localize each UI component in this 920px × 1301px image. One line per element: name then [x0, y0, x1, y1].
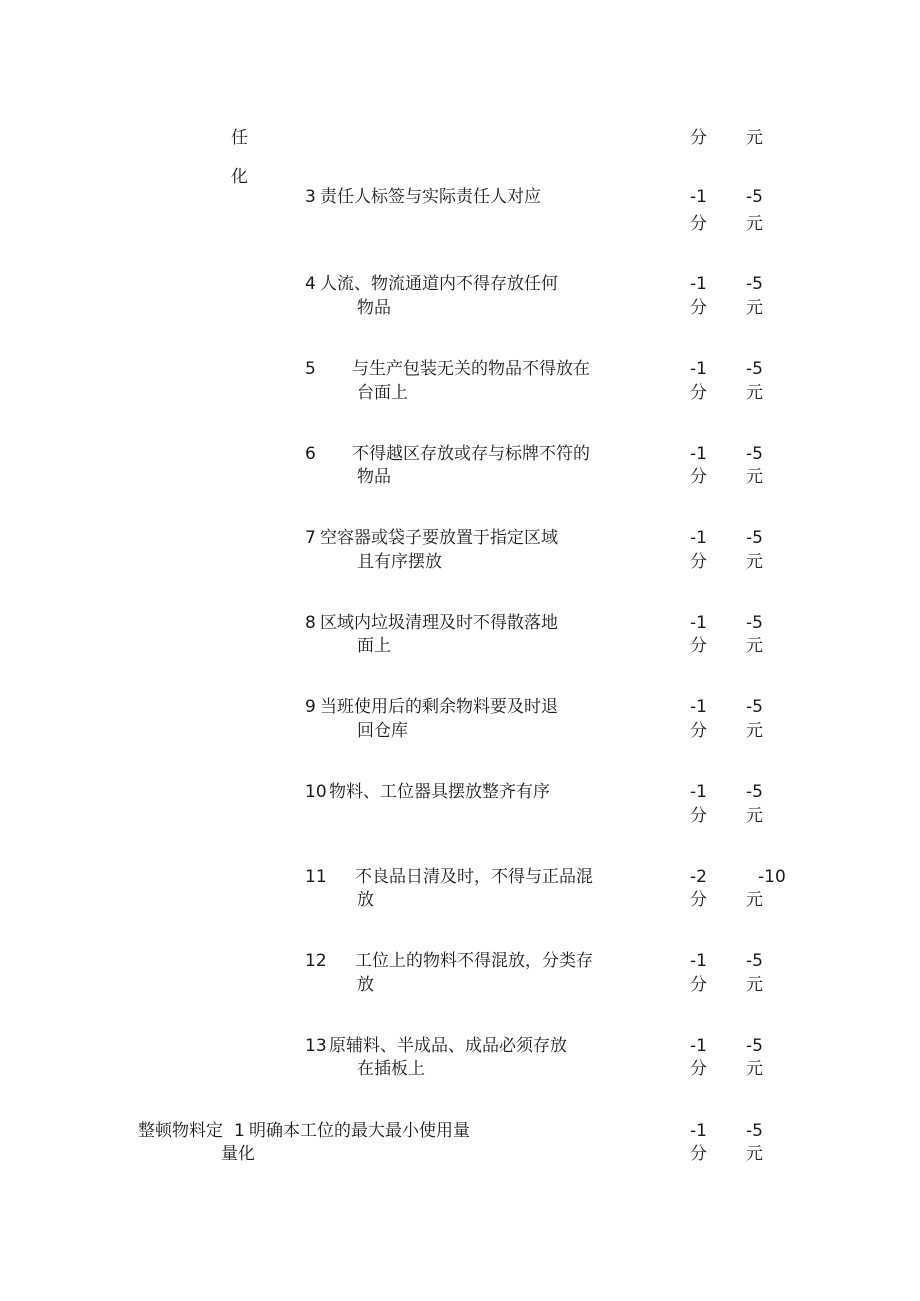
category-char: 化 — [231, 167, 248, 187]
item-number: 10 — [305, 782, 327, 802]
points-unit: 分 — [690, 975, 707, 995]
points-deduction: -1 — [690, 359, 707, 379]
points-deduction: -1 — [690, 782, 707, 802]
item-text-cont: 面上 — [357, 636, 391, 656]
money-unit: 元 — [746, 806, 763, 826]
item-number: 5 — [305, 359, 316, 379]
points-deduction: -2 — [690, 867, 707, 887]
item-number: 13 — [305, 1036, 327, 1056]
money-deduction: -5 — [746, 697, 763, 717]
money-unit: 元 — [746, 890, 763, 910]
category-char: 任 — [231, 128, 248, 148]
points-deduction: -1 — [690, 187, 707, 207]
money-unit: 元 — [746, 128, 763, 148]
points-unit: 分 — [690, 721, 707, 741]
item-text: 物料、工位器具摆放整齐有序 — [329, 782, 550, 802]
item-number: 1 — [234, 1121, 245, 1141]
category-label: 整顿物料定 — [138, 1121, 223, 1141]
item-text: 区域内垃圾清理及时不得散落地 — [320, 613, 558, 633]
points-deduction: -1 — [690, 1036, 707, 1056]
item-text-cont: 物品 — [357, 467, 391, 487]
money-deduction: -5 — [746, 187, 763, 207]
item-number: 9 — [305, 697, 316, 717]
item-text-cont: 物品 — [357, 298, 391, 318]
money-unit: 元 — [746, 467, 763, 487]
item-text: 当班使用后的剩余物料要及时退 — [320, 697, 558, 717]
item-text: 工位上的物料不得混放，分类存 — [355, 951, 593, 971]
points-unit: 分 — [690, 467, 707, 487]
points-unit: 分 — [690, 806, 707, 826]
points-unit: 分 — [690, 383, 707, 403]
item-text: 不良品日清及时，不得与正品混 — [355, 867, 593, 887]
money-unit: 元 — [746, 298, 763, 318]
money-unit: 元 — [746, 214, 763, 234]
money-deduction: -5 — [746, 274, 763, 294]
points-deduction: -1 — [690, 613, 707, 633]
money-deduction: -5 — [746, 1121, 763, 1141]
money-unit: 元 — [746, 552, 763, 572]
item-text-cont: 回仓库 — [357, 721, 408, 741]
item-text: 原辅料、半成品、成品必须存放 — [329, 1036, 567, 1056]
item-number: 12 — [305, 951, 327, 971]
item-text-cont: 台面上 — [357, 383, 408, 403]
points-deduction: -1 — [690, 697, 707, 717]
money-unit: 元 — [746, 1144, 763, 1164]
points-unit: 分 — [690, 552, 707, 572]
item-number: 7 — [305, 528, 316, 548]
money-unit: 元 — [746, 975, 763, 995]
item-text-cont: 放 — [357, 975, 374, 995]
points-deduction: -1 — [690, 444, 707, 464]
item-text: 人流、物流通道内不得存放任何 — [320, 274, 558, 294]
item-number: 11 — [305, 867, 327, 887]
points-unit: 分 — [690, 1144, 707, 1164]
money-deduction: -5 — [746, 951, 763, 971]
points-unit: 分 — [690, 890, 707, 910]
money-deduction: -5 — [746, 613, 763, 633]
item-number: 6 — [305, 444, 316, 464]
points-deduction: -1 — [690, 528, 707, 548]
money-deduction: -5 — [746, 528, 763, 548]
category-label-cont: 量化 — [221, 1144, 255, 1164]
item-text: 不得越区存放或存与标牌不符的 — [352, 444, 590, 464]
money-deduction: -5 — [746, 782, 763, 802]
item-text-cont: 放 — [357, 890, 374, 910]
item-number: 3 — [305, 187, 316, 207]
points-deduction: -1 — [690, 1121, 707, 1141]
money-deduction: -5 — [746, 359, 763, 379]
item-text: 责任人标签与实际责任人对应 — [320, 187, 541, 207]
item-text-cont: 在插板上 — [357, 1059, 425, 1079]
points-unit: 分 — [690, 298, 707, 318]
item-text: 与生产包装无关的物品不得放在 — [352, 359, 590, 379]
money-unit: 元 — [746, 1059, 763, 1079]
points-deduction: -1 — [690, 951, 707, 971]
money-unit: 元 — [746, 383, 763, 403]
points-unit: 分 — [690, 1059, 707, 1079]
money-deduction: -10 — [758, 867, 786, 887]
item-number: 8 — [305, 613, 316, 633]
money-unit: 元 — [746, 721, 763, 741]
points-unit: 分 — [690, 636, 707, 656]
item-text: 明确本工位的最大最小使用量 — [249, 1121, 470, 1141]
points-deduction: -1 — [690, 274, 707, 294]
points-unit: 分 — [690, 214, 707, 234]
money-unit: 元 — [746, 636, 763, 656]
money-deduction: -5 — [746, 444, 763, 464]
money-deduction: -5 — [746, 1036, 763, 1056]
item-text: 空容器或袋子要放置于指定区域 — [320, 528, 558, 548]
points-unit: 分 — [690, 128, 707, 148]
item-text-cont: 且有序摆放 — [357, 552, 442, 572]
item-number: 4 — [305, 274, 316, 294]
